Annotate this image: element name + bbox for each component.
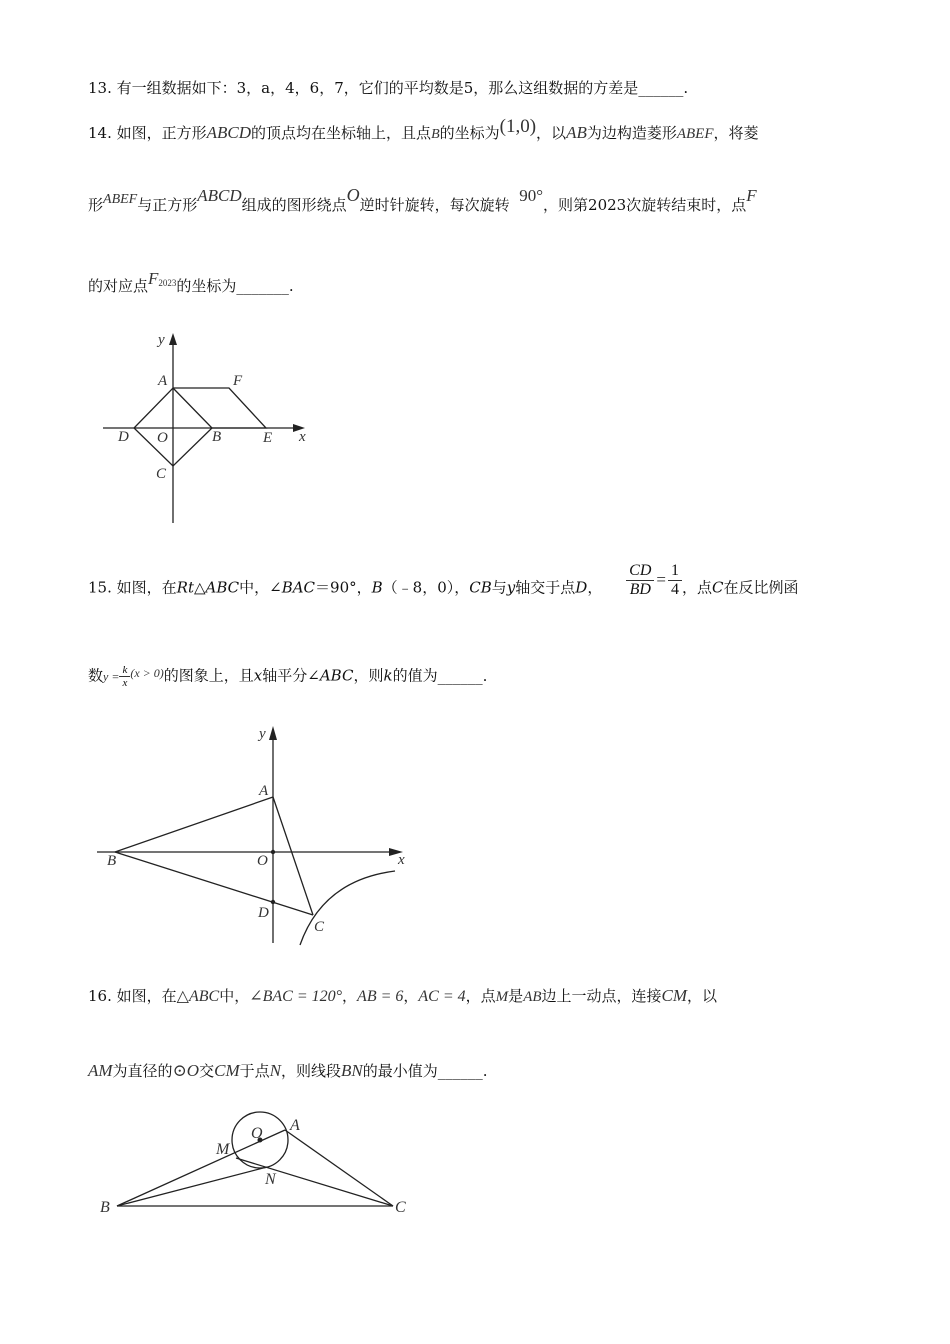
q15-math: y <box>506 578 516 597</box>
q14-text: ，将菱 <box>713 124 759 142</box>
q14-text: 为边构造菱形 <box>586 124 677 142</box>
q16-text: 是 <box>508 987 524 1005</box>
label-x: x <box>299 429 306 445</box>
q16-math: ⊙O <box>172 1061 200 1080</box>
label-b: B <box>212 429 222 445</box>
q16-text: 中， <box>219 987 250 1005</box>
q16-math: CM <box>661 986 688 1005</box>
q16-math: N <box>269 1061 281 1080</box>
q14-text: 如图，正方形 <box>116 124 207 142</box>
q16-text: ，点 <box>465 987 496 1005</box>
q15-text: ，则 <box>353 666 384 685</box>
segment-bc <box>115 852 313 915</box>
q15-text: 数 <box>88 666 104 685</box>
q15-figure <box>95 718 415 948</box>
q14-text: 逆时针旋转，每次旋转 <box>359 196 510 214</box>
q14-text: 的顶点均在坐标轴上，且点 <box>251 124 432 142</box>
label-d: D <box>258 905 269 921</box>
q15-fraction-cd-bd <box>626 562 654 599</box>
q15-text: ， <box>587 578 603 597</box>
q14-text: 组成的图形绕点 <box>241 196 347 214</box>
q14-math: F <box>148 269 159 288</box>
q16-math: ∠BAC = 120° <box>249 988 343 1005</box>
segment-bn <box>117 1167 267 1206</box>
label-c: C <box>156 466 167 482</box>
label-x: x <box>398 852 405 868</box>
q15-text: 的图象上，且 <box>163 666 254 685</box>
q16-number: 16. <box>88 987 112 1005</box>
label-m: M <box>216 1141 230 1158</box>
q15-line-1 <box>88 562 799 607</box>
q13-line <box>88 77 688 98</box>
q15-answer-blank: ______. <box>437 666 488 685</box>
q15-text: 中，∠ <box>239 578 282 597</box>
q14-math: ABCD <box>197 186 242 205</box>
q15-line-2 <box>88 664 487 689</box>
q14-text: 的对应点 <box>88 277 149 295</box>
q16-text: ，则线段 <box>280 1062 341 1080</box>
q16-math: BN <box>340 1061 363 1080</box>
q16-text: ， <box>342 987 358 1005</box>
q14-math: F <box>746 186 757 205</box>
q15-formula-lhs: y = <box>103 669 120 684</box>
q16-math: M <box>495 989 509 1005</box>
q14-math: 90° <box>519 186 544 205</box>
label-o: O <box>251 1125 263 1142</box>
fraction-numerator: k <box>119 664 130 677</box>
q14-text: 与正方形 <box>137 196 198 214</box>
label-n: N <box>265 1171 276 1188</box>
fraction-denominator: 4 <box>671 581 679 598</box>
q16-math: AC = 4 <box>418 988 466 1005</box>
q15-text: ＝90°， <box>315 578 372 597</box>
y-axis-arrow <box>269 726 277 740</box>
q15-math: BAC <box>281 578 316 597</box>
q14-line-2 <box>88 185 757 215</box>
q16-math: AB <box>523 989 542 1005</box>
segment-ba <box>115 797 273 852</box>
q14-math: B <box>431 127 440 142</box>
q14-answer-blank: _______. <box>236 277 294 295</box>
q16-text: 如图，在 <box>116 987 177 1005</box>
q16-math: AM <box>88 1061 113 1080</box>
q16-text: ，以 <box>687 987 718 1005</box>
q15-number: 15. <box>88 578 112 597</box>
q15-text: 与 <box>491 578 507 597</box>
fraction-denominator: BD <box>629 581 651 598</box>
label-d: D <box>118 429 129 445</box>
q15-text: 的值为 <box>392 666 438 685</box>
q16-text: 边上一动点，连接 <box>541 987 662 1005</box>
q15-math: D <box>575 578 588 597</box>
q16-text: ， <box>403 987 419 1005</box>
point-o <box>271 850 275 854</box>
segment-ac <box>273 797 313 915</box>
q14-line-3 <box>88 269 294 296</box>
q13-answer-blank: ______. <box>638 79 689 97</box>
q15-text: （﹣8，0）， <box>382 578 470 597</box>
q15-text: 轴平分∠ <box>262 666 320 685</box>
q16-figure <box>95 1110 425 1220</box>
q15-fraction-one-quarter <box>668 562 682 599</box>
q16-text: 于点 <box>239 1062 270 1080</box>
label-a: A <box>259 783 269 799</box>
label-a: A <box>158 373 168 389</box>
q14-coord-b: (1,0) <box>499 116 537 137</box>
label-b: B <box>100 1199 110 1216</box>
q14-math: ABEF <box>676 126 714 142</box>
q15-math: x <box>253 666 263 685</box>
q16-math: CM <box>214 1061 240 1080</box>
label-b: B <box>107 853 117 869</box>
fraction-numerator: CD <box>626 562 654 581</box>
q13-number: 13. <box>88 79 112 97</box>
label-f: F <box>233 373 243 389</box>
q15-math: ABC <box>319 666 354 685</box>
label-c: C <box>314 919 325 935</box>
q16-math: AB = 6 <box>357 988 404 1005</box>
q14-subscript: 2023 <box>158 278 177 288</box>
q16-text: 的最小值为 <box>362 1062 438 1080</box>
q15-equals: = <box>656 569 666 589</box>
label-c: C <box>395 1199 406 1216</box>
q14-math: ABCD <box>206 123 252 142</box>
fraction-denominator: x <box>122 677 128 689</box>
q14-text: 的坐标为 <box>439 124 500 142</box>
label-o: O <box>257 853 268 869</box>
q15-math: C <box>712 578 724 597</box>
q14-math: ABEF <box>103 192 138 207</box>
label-e: E <box>263 430 273 446</box>
q16-answer-blank: ______. <box>437 1062 488 1080</box>
q14-math: O <box>346 185 360 205</box>
q15-text: 在反比例函 <box>723 578 799 597</box>
q15-text: 轴交于点 <box>515 578 576 597</box>
q14-text: 的坐标为 <box>176 277 237 295</box>
q15-formula-fraction <box>119 664 130 689</box>
label-y: y <box>259 726 266 742</box>
segment-mc <box>236 1158 393 1206</box>
q15-math: B <box>371 578 383 597</box>
q16-math: △ABC <box>176 988 220 1005</box>
q14-text: 形 <box>88 196 104 214</box>
label-y: y <box>158 332 165 348</box>
q15-formula-condition: (x > 0) <box>130 665 164 680</box>
segment-ac <box>285 1130 393 1206</box>
q15-math: Rt△ABC <box>176 578 240 597</box>
point-d <box>271 900 275 904</box>
q14-text: ，则第2023次旋转结束时，点 <box>543 196 747 214</box>
y-axis-arrow <box>169 333 177 345</box>
fraction-numerator: 1 <box>668 562 682 581</box>
label-o: O <box>157 430 168 446</box>
q16-line-1 <box>88 985 717 1006</box>
q16-line-2 <box>88 1060 488 1081</box>
q15-text: ，点 <box>682 578 713 597</box>
q15-text: 如图，在 <box>116 578 177 597</box>
q16-text: 为直径的 <box>112 1062 173 1080</box>
q14-line-1 <box>88 116 759 144</box>
q14-text: ，以 <box>536 124 567 142</box>
q15-math: CB <box>469 578 492 597</box>
q14-number: 14. <box>88 124 112 142</box>
q15-math: k <box>383 666 393 685</box>
q16-text: 交 <box>199 1062 215 1080</box>
label-a: A <box>290 1117 300 1134</box>
q14-figure <box>95 325 325 530</box>
rhombus-abef <box>173 388 266 428</box>
q13-text: 有一组数据如下：3，a，4，6，7，它们的平均数是5，那么这组数据的方差是 <box>116 79 639 97</box>
q14-math: AB <box>566 123 587 142</box>
